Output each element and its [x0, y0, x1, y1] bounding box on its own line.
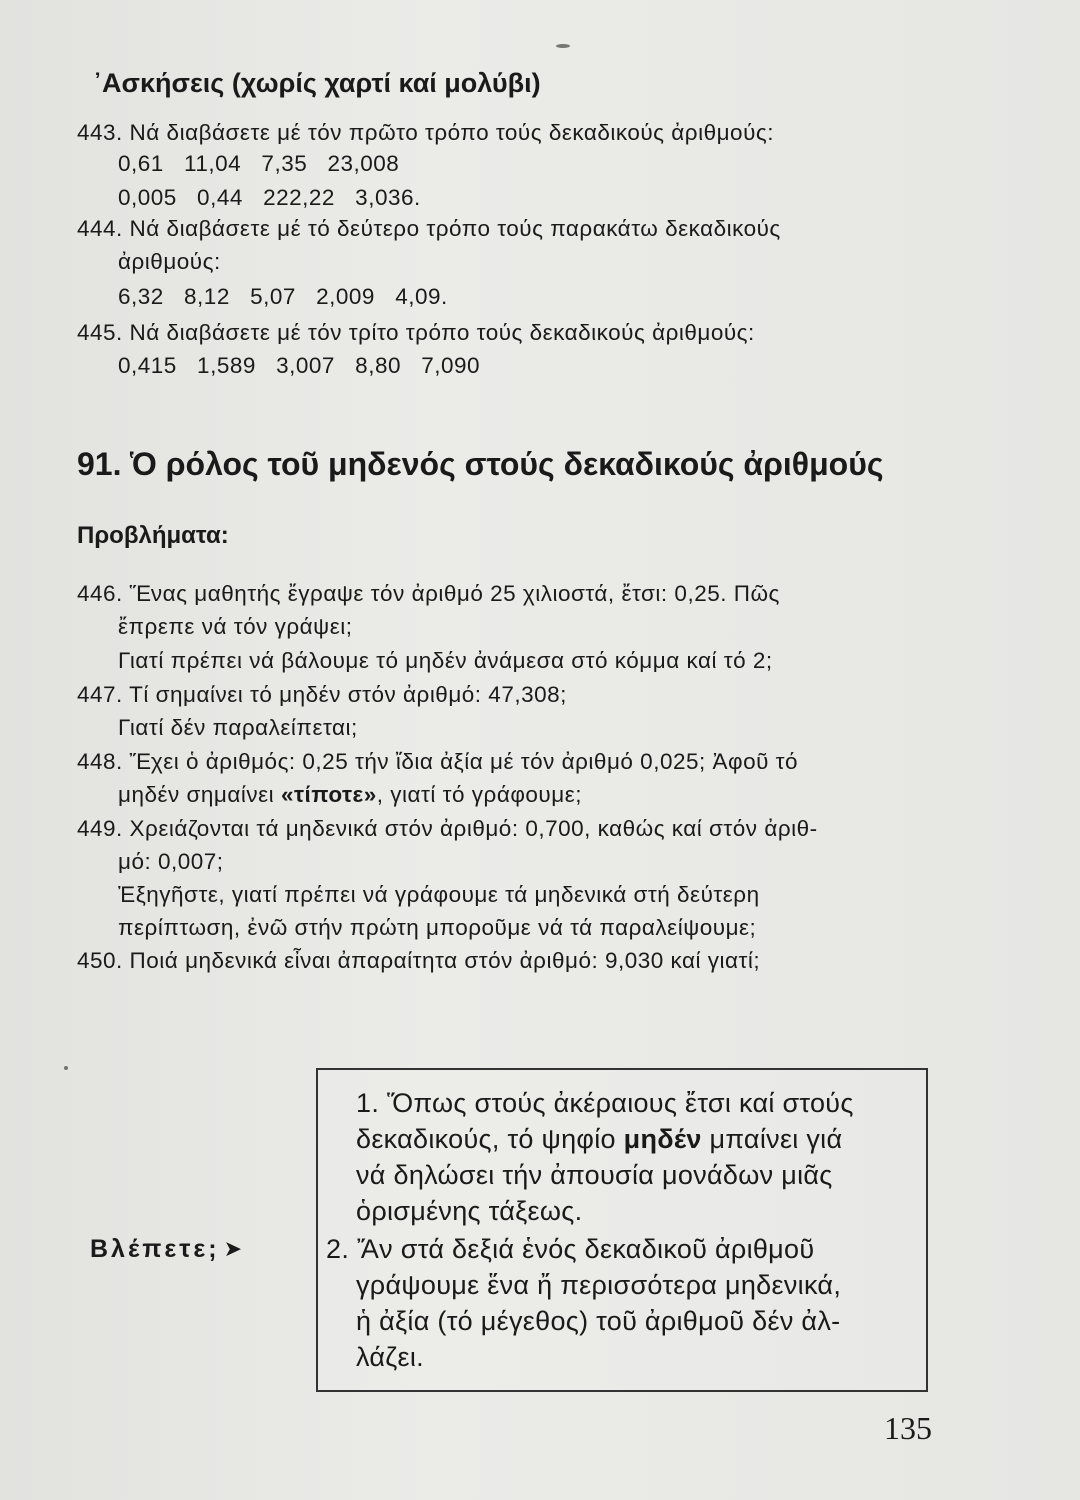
box-p1-emphasis: μηδέν	[623, 1124, 702, 1154]
exercise-443-numbers-1: 0,61 11,04 7,35 23,008	[118, 151, 400, 176]
problems-heading: Προβλήματα:	[77, 522, 229, 549]
problem-446-line-2: ἔπρεπε νά τόν γράψει;	[118, 614, 353, 639]
exercise-443-numbers-2: 0,005 0,44 222,22 3,036.	[118, 185, 421, 210]
problem-447-line-1: 447. Τί σημαίνει τό μηδέν στόν ἀριθμό: 47,308;	[77, 682, 567, 707]
box-p1-text-end: μπαίνει γιά	[709, 1124, 843, 1154]
exercise-443-line: 443. Νά διαβάσετε μέ τόν πρῶτο τρόπο τούς δεκαδικούς ἀριθμούς:	[77, 120, 774, 145]
problem-449-line-4: περίπτωση, ἐνῶ στήν πρώτη μποροῦμε νά τά παραλείψουμε;	[118, 915, 757, 940]
exercise-445-numbers: 0,415 1,589 3,007 8,80 7,090	[118, 353, 481, 378]
exercise-444-line: 444. Νά διαβάσετε μέ τό δεύτερο τρόπο τούς παρακάτω δεκαδικούς	[77, 216, 781, 241]
box-p2-line-4: λάζει.	[356, 1342, 424, 1372]
box-p2-line-2: γράψουμε ἕνα ἤ περισσότερα μηδενικά,	[356, 1270, 842, 1300]
problem-446-line-3: Γιατί πρέπει νά βάλουμε τό μηδέν ἀνάμεσα στό κόμμα καί τό 2;	[118, 648, 773, 673]
problem-448-line-1: 448. Ἔχει ὁ ἀριθμός: 0,25 τήν ἴδια ἀξία μέ τόν ἀριθμό 0,025; Ἀφοῦ τό	[77, 749, 799, 774]
box-p2-line-3: ἡ ἀξία (τό μέγεθος) τοῦ ἀριθμοῦ δέν ἀλ-	[356, 1306, 841, 1336]
problem-448-text-end: , γιατί τό γράφουμε;	[376, 782, 582, 807]
problem-447-line-2: Γιατί δέν παραλείπεται;	[118, 715, 358, 740]
problem-448-text: μηδέν σημαίνει	[118, 782, 275, 807]
problem-450-line-1: 450. Ποιά μηδενικά εἶναι ἀπαραίτητα στόν ἀριθμό: 9,030 καί γιατί;	[77, 948, 761, 973]
exercises-heading: ᾽Ασκήσεις (χωρίς χαρτί καί μολύβι)	[93, 68, 541, 98]
see-label	[90, 1235, 245, 1264]
problem-449-line-1: 449. Χρειάζονται τά μηδενικά στόν ἀριθμό: 0,700, καθώς καί στόν ἀριθ-	[77, 816, 818, 841]
exercise-444-numbers: 6,32 8,12 5,07 2,009 4,09.	[118, 284, 448, 309]
section-title: 91. Ὁ ρόλος τοῦ μηδενός στούς δεκαδικούς ἀριθμούς	[77, 446, 884, 482]
box-p1-line-2	[356, 1124, 842, 1155]
pointer-arrow-icon: ➤	[223, 1236, 246, 1261]
problem-448-line-2	[118, 782, 582, 808]
box-p1-text: δεκαδικούς, τό ψηφίο	[356, 1124, 616, 1154]
page-number: 135	[884, 1410, 932, 1446]
problem-449-line-2: μό: 0,007;	[118, 849, 224, 874]
problem-446-line-1: 446. Ἕνας μαθητής ἔγραψε τόν ἀριθμό 25 χιλιοστά, ἔτσι: 0,25. Πῶς	[77, 581, 780, 606]
problem-449-line-3: Ἐξηγῆστε, γιατί πρέπει νά γράφουμε τά μηδενικά στή δεύτερη	[118, 882, 760, 907]
ink-dot	[64, 1066, 68, 1070]
box-p2-line-1: 2. Ἄν στά δεξιά ἑνός δεκαδικοῦ ἀριθμοῦ	[326, 1234, 815, 1264]
exercise-445-line: 445. Νά διαβάσετε μέ τόν τρίτο τρόπο τούς δεκαδικούς ἀριθμούς:	[77, 320, 755, 345]
box-p1-line-4: ὁρισμένης τάξεως.	[356, 1196, 583, 1226]
box-p1-line-3: νά δηλώσει τήν ἀπουσία μονάδων μιᾶς	[356, 1160, 833, 1190]
problem-448-emphasis: «τίποτε»	[280, 782, 377, 807]
page-mark	[556, 44, 570, 48]
exercise-444-line-2: ἀριθμούς:	[118, 249, 221, 274]
summary-box	[316, 1068, 928, 1392]
box-p1-line-1: 1. Ὅπως στούς ἀκέραιους ἔτσι καί στούς	[356, 1088, 854, 1118]
see-label-text: Βλέπετε;	[90, 1235, 220, 1263]
